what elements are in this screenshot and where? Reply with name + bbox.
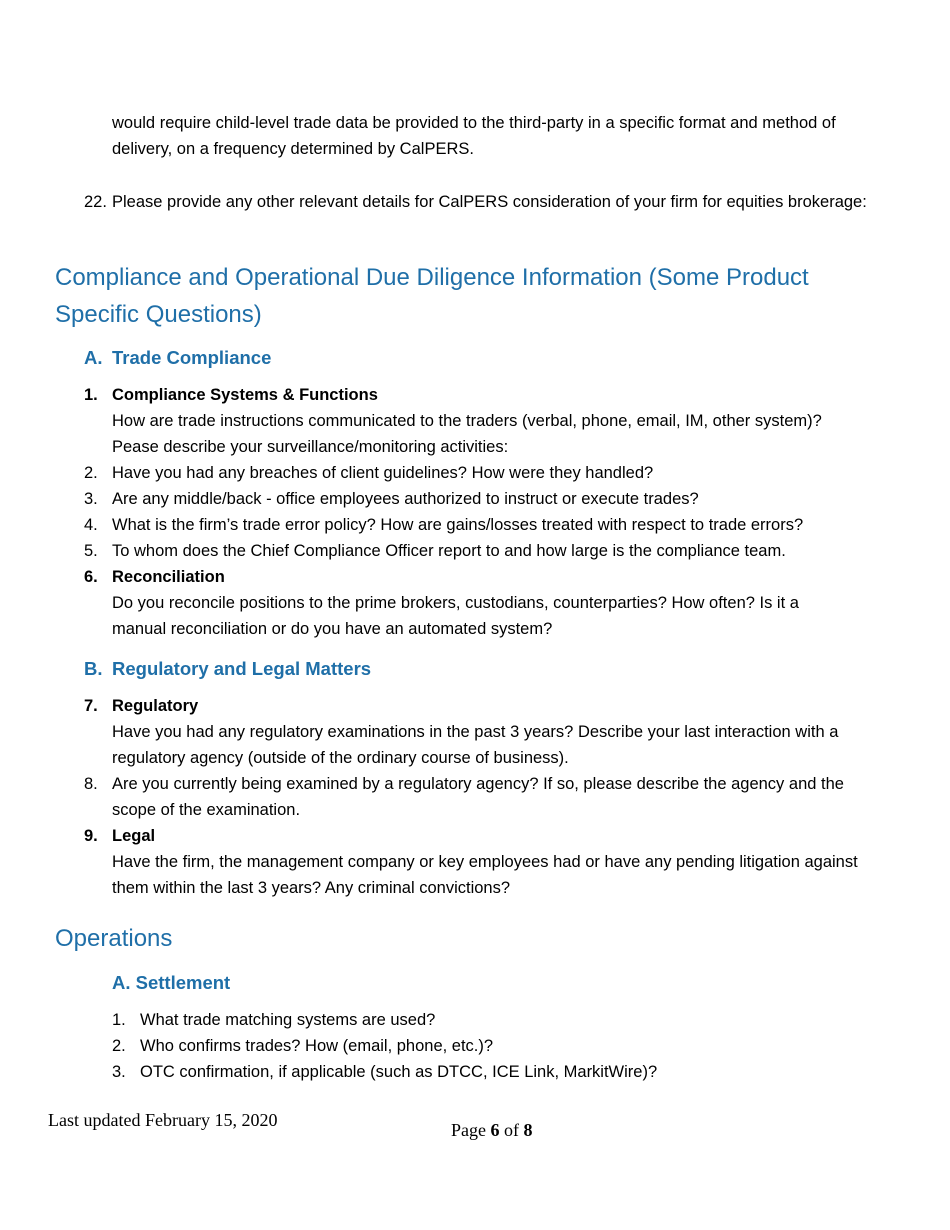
section-settlement-heading: A. Settlement — [112, 972, 231, 993]
compliance-heading-line: Specific Questions) — [55, 301, 262, 328]
item-number: 9. — [84, 827, 98, 845]
list-item — [84, 564, 822, 642]
question-22 — [84, 189, 867, 215]
item-text: them within the last 3 years? Any criminal convictions? — [112, 879, 511, 897]
item-text: Do you reconcile positions to the prime brokers, custodians, counterparties? How often? Is it a — [112, 594, 799, 612]
section-regulatory-heading — [84, 657, 371, 681]
item-text: Have the firm, the management company or key employees had or have any pending litigation against — [112, 853, 858, 871]
item-number: 3. — [84, 490, 98, 508]
item-number: 8. — [84, 775, 98, 793]
item-title: Compliance Systems & Functions — [112, 386, 378, 404]
item-text: OTC confirmation, if applicable (such as DTCC, ICE Link, MarkitWire)? — [140, 1063, 658, 1081]
section-letter: A. — [84, 347, 103, 368]
item-text: scope of the examination. — [112, 801, 301, 819]
section-title: Trade Compliance — [112, 347, 272, 368]
list-item — [84, 460, 822, 486]
item-text: manual reconciliation or do you have an automated system? — [112, 620, 553, 638]
item-text: Pease describe your surveillance/monitoring activities: — [112, 438, 509, 456]
item-number: 6. — [84, 568, 98, 586]
list-item — [84, 771, 858, 823]
list-item — [84, 486, 822, 512]
trade-compliance-list — [84, 382, 822, 642]
item-text: Have you had any breaches of client guidelines? How were they handled? — [112, 464, 654, 482]
item-text: Have you had any regulatory examinations in the past 3 years? Describe your last interaction with a — [112, 723, 839, 741]
footer-last-updated: Last updated February 15, 2020 — [48, 1110, 278, 1130]
list-item — [84, 538, 822, 564]
section-title: Regulatory and Legal Matters — [112, 658, 372, 679]
list-item — [112, 1059, 657, 1085]
continuation-line: would require child-level trade data be provided to the third-party in a specific format and method of — [112, 114, 836, 132]
page-of: of — [504, 1120, 519, 1140]
page-total: 8 — [523, 1120, 533, 1140]
item-text: To whom does the Chief Compliance Officer report to and how large is the compliance team. — [112, 542, 786, 560]
item-text: Are any middle/back - office employees authorized to instruct or execute trades? — [112, 490, 699, 508]
item-title: Regulatory — [112, 697, 199, 715]
page-current: 6 — [490, 1120, 500, 1140]
compliance-heading-line: Compliance and Operational Due Diligence Information (Some Product — [55, 264, 809, 291]
item-number: 2. — [112, 1037, 126, 1055]
question-number: 22. — [84, 193, 107, 211]
item-number: 2. — [84, 464, 98, 482]
continuation-line: delivery, on a frequency determined by CalPERS. — [112, 140, 474, 158]
list-item — [84, 823, 858, 901]
list-item — [84, 693, 858, 771]
item-text: Who confirms trades? How (email, phone, etc.)? — [140, 1037, 494, 1055]
settlement-list — [112, 1007, 657, 1085]
item-text: What trade matching systems are used? — [140, 1011, 436, 1029]
item-number: 4. — [84, 516, 98, 534]
item-number: 1. — [112, 1011, 126, 1029]
list-item — [84, 512, 822, 538]
item-text: How are trade instructions communicated to the traders (verbal, phone, email, IM, other system)? — [112, 412, 822, 430]
page-word: Page — [451, 1120, 486, 1140]
item-title: Reconciliation — [112, 568, 225, 586]
compliance-heading — [55, 259, 809, 333]
footer-page-number — [451, 1120, 533, 1141]
list-item — [112, 1007, 657, 1033]
continuation-paragraph — [112, 110, 836, 162]
item-text: What is the firm’s trade error policy? How are gains/losses treated with respect to trade errors? — [112, 516, 804, 534]
item-text: Are you currently being examined by a regulatory agency? If so, please describe the agency and the — [112, 775, 844, 793]
list-item — [84, 382, 822, 460]
item-number: 3. — [112, 1063, 126, 1081]
operations-heading: Operations — [55, 925, 173, 952]
item-number: 7. — [84, 697, 98, 715]
question-text: Please provide any other relevant details for CalPERS consideration of your firm for equities brokerage: — [112, 193, 867, 211]
item-number: 1. — [84, 386, 98, 404]
section-trade-compliance-heading — [84, 346, 271, 370]
list-item — [112, 1033, 657, 1059]
item-number: 5. — [84, 542, 98, 560]
section-letter: B. — [84, 658, 103, 679]
item-text: regulatory agency (outside of the ordinary course of business). — [112, 749, 569, 767]
regulatory-list — [84, 693, 858, 901]
item-title: Legal — [112, 827, 156, 845]
